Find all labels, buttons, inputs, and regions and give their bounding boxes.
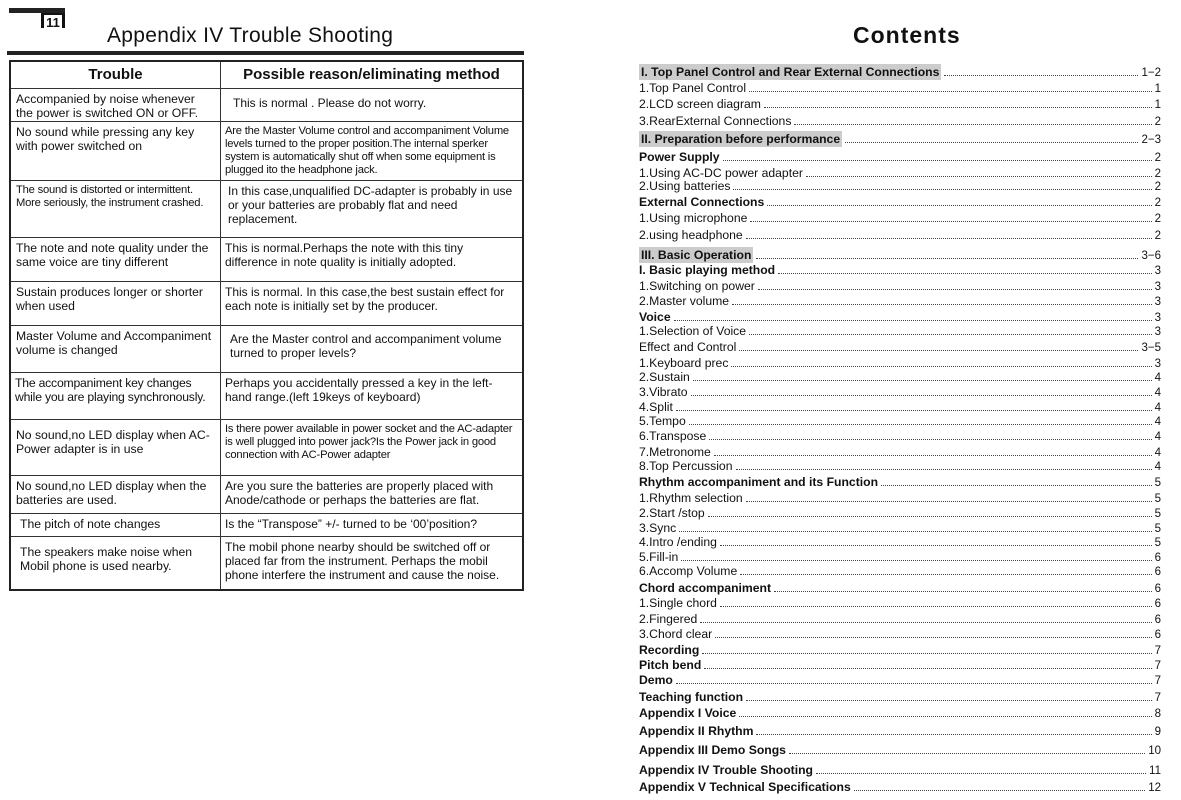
toc-entry-label: 2.using headphone — [639, 228, 743, 242]
toc-entry-label: 1.Using microphone — [639, 211, 748, 225]
toc-entry-label: Appendix II Rhythm — [639, 724, 754, 738]
toc-leader-dots — [674, 319, 1152, 321]
toc-entry-label: 3.Sync — [639, 521, 677, 535]
toc-entry-page: 4 — [1154, 431, 1161, 443]
trouble-cell: The accompaniment key changes while you are playing synchronously. — [11, 373, 221, 419]
toc-entry — [639, 429, 1161, 444]
toc-entry-page: 5 — [1154, 477, 1161, 489]
toc-entry-page: 1−2 — [1141, 67, 1161, 79]
toc-entry-label: Power Supply — [639, 150, 720, 164]
toc-entry-label: Appendix I Voice — [639, 706, 737, 720]
toc-entry — [639, 506, 1161, 521]
toc-entry — [639, 491, 1161, 506]
toc-entry-label: 1.Rhythm selection — [639, 491, 743, 505]
toc-leader-dots — [750, 220, 1151, 222]
toc-entry-label: Rhythm accompaniment and its Function — [639, 475, 879, 489]
reason-cell: This is normal . Please do not worry. — [233, 96, 427, 110]
toc-leader-dots — [702, 652, 1151, 654]
toc-entry — [639, 658, 1161, 673]
toc-entry-page: 2 — [1154, 152, 1161, 164]
toc-entry-page: 2−3 — [1141, 134, 1161, 146]
table-row — [11, 237, 522, 281]
appendix-title: Appendix IV Trouble Shooting — [107, 24, 394, 47]
toc-entry-page: 5 — [1154, 493, 1161, 505]
toc-entry — [639, 97, 1161, 112]
toc-leader-dots — [756, 257, 1138, 259]
toc-leader-dots — [746, 699, 1152, 701]
page-number-badge — [9, 8, 65, 28]
reason-cell: In this case,unqualified DC-adapter is probably in use or your batteries are probably flat and need replacement. — [228, 184, 513, 226]
header-reason: Possible reason/eliminating method — [243, 66, 500, 83]
toc-entry-page: 1 — [1154, 99, 1161, 111]
trouble-shooting-table — [9, 60, 524, 591]
toc-entry — [639, 310, 1161, 325]
toc-leader-dots — [714, 454, 1152, 456]
trouble-cell: No sound while pressing any key with power switched on — [11, 122, 221, 180]
toc-leader-dots — [732, 303, 1152, 305]
toc-entry — [639, 114, 1161, 129]
toc-entry — [639, 643, 1161, 658]
toc-entry-page: 2 — [1154, 213, 1161, 225]
toc-entry — [639, 414, 1161, 429]
toc-entry — [639, 247, 1161, 263]
toc-entry-label: Recording — [639, 643, 700, 657]
toc-leader-dots — [881, 484, 1152, 486]
toc-leader-dots — [679, 530, 1151, 532]
toc-entry-page: 5 — [1154, 523, 1161, 535]
toc-leader-dots — [723, 159, 1152, 161]
toc-leader-dots — [704, 667, 1151, 669]
toc-entry-page: 3 — [1154, 358, 1161, 370]
toc-entry-page: 6 — [1154, 583, 1161, 595]
toc-entry-label: 4.Split — [639, 400, 673, 414]
page-number-box — [41, 13, 65, 28]
toc-entry-page: 2 — [1154, 168, 1161, 180]
toc-entry-label: 2.Fingered — [639, 612, 698, 626]
toc-entry-label: 1.Top Panel Control — [639, 81, 747, 95]
reason-cell: Are the Master control and accompaniment volume turned to proper levels? — [230, 332, 502, 360]
toc-entry-page: 5 — [1154, 508, 1161, 520]
table-header-row — [11, 62, 522, 88]
toc-leader-dots — [733, 188, 1151, 190]
reason-cell: This is normal. In this case,the best sustain effect for each note is initially set by the producer. — [225, 285, 505, 313]
reason-cell: The mobil phone nearby should be switched off or placed far from the instrument. Perhaps the mobil phone interfere the instrument and cause the noise. — [225, 540, 500, 582]
toc-entry-label: 3.Chord clear — [639, 627, 713, 641]
toc-entry — [639, 279, 1161, 294]
toc-leader-dots — [676, 409, 1152, 411]
toc-entry-label: Appendix III Demo Songs — [639, 743, 786, 757]
trouble-cell: The pitch of note changes — [11, 514, 221, 536]
title-rule — [7, 51, 524, 55]
toc-leader-dots — [749, 333, 1152, 335]
toc-entry-page: 4 — [1154, 387, 1161, 399]
toc-entry-page: 5 — [1154, 537, 1161, 549]
toc-entry-label: Appendix V Technical Specifications — [639, 780, 851, 794]
toc-entry-page: 8 — [1154, 708, 1161, 720]
toc-entry-page: 3−6 — [1141, 250, 1161, 262]
toc-entry — [639, 81, 1161, 96]
toc-entry-page: 2 — [1154, 181, 1161, 193]
toc-entry-page: 3 — [1154, 265, 1161, 277]
toc-entry-page: 3 — [1154, 296, 1161, 308]
toc-entry — [639, 612, 1161, 627]
toc-entry-page: 9 — [1154, 726, 1161, 738]
toc-entry — [639, 195, 1161, 210]
toc-entry — [639, 690, 1161, 705]
toc-leader-dots — [789, 752, 1145, 754]
toc-entry-page: 2 — [1154, 197, 1161, 209]
toc-entry-page: 6 — [1154, 566, 1161, 578]
trouble-cell: Master Volume and Accompaniment volume is changed — [11, 326, 221, 372]
toc-leader-dots — [691, 394, 1152, 396]
toc-entry — [639, 581, 1161, 596]
toc-entry-label: I. Top Panel Control and Rear External Connections — [641, 65, 940, 79]
toc-entry-page: 2 — [1154, 230, 1161, 242]
contents-title: Contents — [853, 22, 961, 48]
toc-entry — [639, 356, 1161, 371]
toc-entry — [639, 179, 1161, 194]
toc-entry — [639, 564, 1161, 579]
toc-entry — [639, 131, 1161, 147]
toc-entry-label: 6.Accomp Volume — [639, 564, 738, 578]
reason-cell: This is normal.Perhaps the note with this tiny difference in note quality is initially adopted. — [225, 241, 464, 269]
header-trouble: Trouble — [11, 62, 221, 88]
toc-entry-label: Teaching function — [639, 690, 744, 704]
toc-entry-label: 8.Top Percussion — [639, 459, 733, 473]
toc-entry — [639, 763, 1161, 778]
trouble-cell: No sound,no LED display when the batteries are used. — [11, 476, 221, 513]
toc-entry-page: 6 — [1154, 598, 1161, 610]
toc-leader-dots — [736, 468, 1152, 470]
toc-entry-label: External Connections — [639, 195, 765, 209]
toc-entry-label: 2.Sustain — [639, 370, 690, 384]
toc-leader-dots — [720, 544, 1152, 546]
trouble-cell: Accompanied by noise whenever the power is switched ON or OFF. — [11, 89, 221, 121]
toc-entry-page: 3−5 — [1141, 342, 1161, 354]
toc-entry — [639, 550, 1161, 565]
table-row — [11, 372, 522, 419]
toc-entry — [639, 150, 1161, 165]
toc-entry-page: 6 — [1154, 614, 1161, 626]
toc-entry — [639, 596, 1161, 611]
toc-entry-label: Demo — [639, 673, 673, 687]
toc-leader-dots — [708, 515, 1152, 517]
toc-entry-page: 4 — [1154, 372, 1161, 384]
toc-entry — [639, 535, 1161, 550]
toc-entry-page: 4 — [1154, 447, 1161, 459]
toc-entry-label: 5.Tempo — [639, 414, 686, 428]
toc-entry-label: II. Preparation before performance — [641, 132, 841, 146]
toc-entry — [639, 228, 1161, 243]
toc-entry-label: 2.Start /stop — [639, 506, 705, 520]
toc-entry-label: 3.Vibrato — [639, 385, 688, 399]
toc-entry-label: 1.Switching on power — [639, 279, 755, 293]
toc-leader-dots — [739, 715, 1151, 717]
toc-leader-dots — [845, 141, 1138, 143]
toc-entry-label: 4.Intro /ending — [639, 535, 717, 549]
table-row — [11, 121, 522, 180]
toc-entry-page: 3 — [1154, 326, 1161, 338]
reason-cell: Perhaps you accidentally pressed a key in the left-hand range.(left 19keys of keyboard) — [225, 376, 493, 404]
toc-leader-dots — [689, 423, 1152, 425]
toc-entry — [639, 706, 1161, 721]
toc-entry-page: 3 — [1154, 312, 1161, 324]
toc-entry-page: 4 — [1154, 416, 1161, 428]
toc-entry-page: 7 — [1154, 675, 1161, 687]
toc-leader-dots — [700, 621, 1151, 623]
toc-leader-dots — [749, 90, 1152, 92]
toc-entry-label: 2.Using batteries — [639, 179, 731, 193]
toc-entry-page: 4 — [1154, 461, 1161, 473]
trouble-cell: The speakers make noise when Mobil phone is used nearby. — [11, 537, 221, 589]
toc-entry — [639, 324, 1161, 339]
toc-entry-label: 1.Single chord — [639, 596, 717, 610]
toc-entry — [639, 211, 1161, 226]
toc-entry — [639, 64, 1161, 80]
toc-entry — [639, 627, 1161, 642]
toc-entry — [639, 673, 1161, 688]
toc-entry-label: Effect and Control — [639, 340, 737, 354]
toc-entry-label: 1.Keyboard prec — [639, 356, 729, 370]
toc-leader-dots — [806, 175, 1152, 177]
toc-leader-dots — [709, 438, 1151, 440]
toc-leader-dots — [746, 237, 1152, 239]
toc-leader-dots — [681, 559, 1151, 561]
toc-leader-dots — [731, 365, 1151, 367]
toc-leader-dots — [944, 74, 1138, 76]
toc-leader-dots — [816, 772, 1146, 774]
toc-entry-page: 4 — [1154, 402, 1161, 414]
toc-entry — [639, 263, 1161, 278]
toc-entry-page: 6 — [1154, 629, 1161, 641]
toc-entry-label: 6.Transpose — [639, 429, 707, 443]
toc-entry — [639, 294, 1161, 309]
toc-entry — [639, 445, 1161, 460]
toc-entry-page: 7 — [1154, 692, 1161, 704]
toc-entry-page: 3 — [1154, 281, 1161, 293]
toc-entry-label: III. Basic Operation — [641, 248, 752, 262]
toc-entry-label: 2.LCD screen diagram — [639, 97, 761, 111]
toc-entry-label: Appendix IV Trouble Shooting — [639, 763, 814, 777]
toc-entry-label: Chord accompaniment — [639, 581, 772, 595]
toc-entry-label: 2.Master volume — [639, 294, 730, 308]
toc-leader-dots — [746, 500, 1152, 502]
toc-entry-label: Pitch bend — [639, 658, 702, 672]
toc-entry — [639, 459, 1161, 474]
toc-leader-dots — [693, 379, 1152, 381]
trouble-cell: Sustain produces longer or shorter when used — [11, 282, 221, 325]
table-row — [11, 180, 522, 237]
table-row — [11, 88, 522, 121]
trouble-cell: The note and note quality under the same voice are tiny different — [11, 238, 221, 281]
toc-leader-dots — [676, 682, 1152, 684]
toc-entry — [639, 780, 1161, 795]
toc-entry — [639, 724, 1161, 739]
toc-leader-dots — [715, 636, 1151, 638]
table-row — [11, 536, 522, 589]
toc-entry-page: 10 — [1148, 745, 1161, 757]
toc-entry-label: I. Basic playing method — [639, 263, 776, 277]
reason-cell: Are you sure the batteries are properly placed with Anode/cathode or perhaps the batteries are flat. — [225, 479, 494, 507]
table-row — [11, 475, 522, 513]
reason-cell: Are the Master Volume control and accompaniment Volume levels turned to the proper position.The internal sperker system is automatically shut off when some equipment is plugged ito the headphone jack. — [225, 125, 509, 176]
toc-leader-dots — [794, 123, 1151, 125]
toc-entry-page: 1 — [1154, 83, 1161, 95]
toc-entry — [639, 521, 1161, 536]
toc-entry-page: 7 — [1154, 645, 1161, 657]
toc-entry — [639, 400, 1161, 415]
toc-leader-dots — [764, 106, 1152, 108]
toc-leader-dots — [739, 349, 1138, 351]
reason-cell: Is there power available in power socket and the AC-adapter is well plugged into power jack?Is the Power jack in good connection with AC-Power adapter — [225, 423, 513, 461]
toc-entry — [639, 385, 1161, 400]
toc-entry — [639, 340, 1161, 355]
toc-leader-dots — [767, 204, 1151, 206]
table-row — [11, 325, 522, 372]
toc-entry-label: 7.Metronome — [639, 445, 711, 459]
toc-entry-label: 1.Selection of Voice — [639, 324, 747, 338]
toc-leader-dots — [756, 733, 1151, 735]
toc-entry-label: 5.Fill-in — [639, 550, 679, 564]
toc-leader-dots — [778, 272, 1151, 274]
table-row — [11, 419, 522, 475]
toc-leader-dots — [774, 590, 1152, 592]
trouble-cell: The sound is distorted or intermittent. More seriously, the instrument crashed. — [11, 181, 221, 237]
toc-entry — [639, 475, 1161, 490]
toc-leader-dots — [740, 573, 1151, 575]
toc-entry-page: 7 — [1154, 660, 1161, 672]
toc-entry-label: 1.Using AC-DC power adapter — [639, 166, 803, 180]
toc-leader-dots — [720, 605, 1152, 607]
trouble-cell: No sound,no LED display when AC-Power adapter is in use — [11, 420, 221, 475]
toc-leader-dots — [854, 789, 1145, 791]
toc-entry — [639, 370, 1161, 385]
toc-leader-dots — [758, 288, 1152, 290]
toc-entry-label: 3.RearExternal Connections — [639, 114, 792, 128]
page-number: 11 — [46, 15, 60, 30]
toc-entry-page: 11 — [1149, 765, 1161, 777]
toc-entry-label: Voice — [639, 310, 671, 324]
reason-cell: Is the “Transpose” +/- turned to be ‘00’position? — [225, 517, 478, 531]
table-row — [11, 281, 522, 325]
toc-entry-page: 12 — [1148, 782, 1161, 794]
toc-entry-page: 2 — [1154, 116, 1161, 128]
toc-entry — [639, 743, 1161, 758]
table-row — [11, 513, 522, 536]
toc-entry-page: 6 — [1154, 552, 1161, 564]
